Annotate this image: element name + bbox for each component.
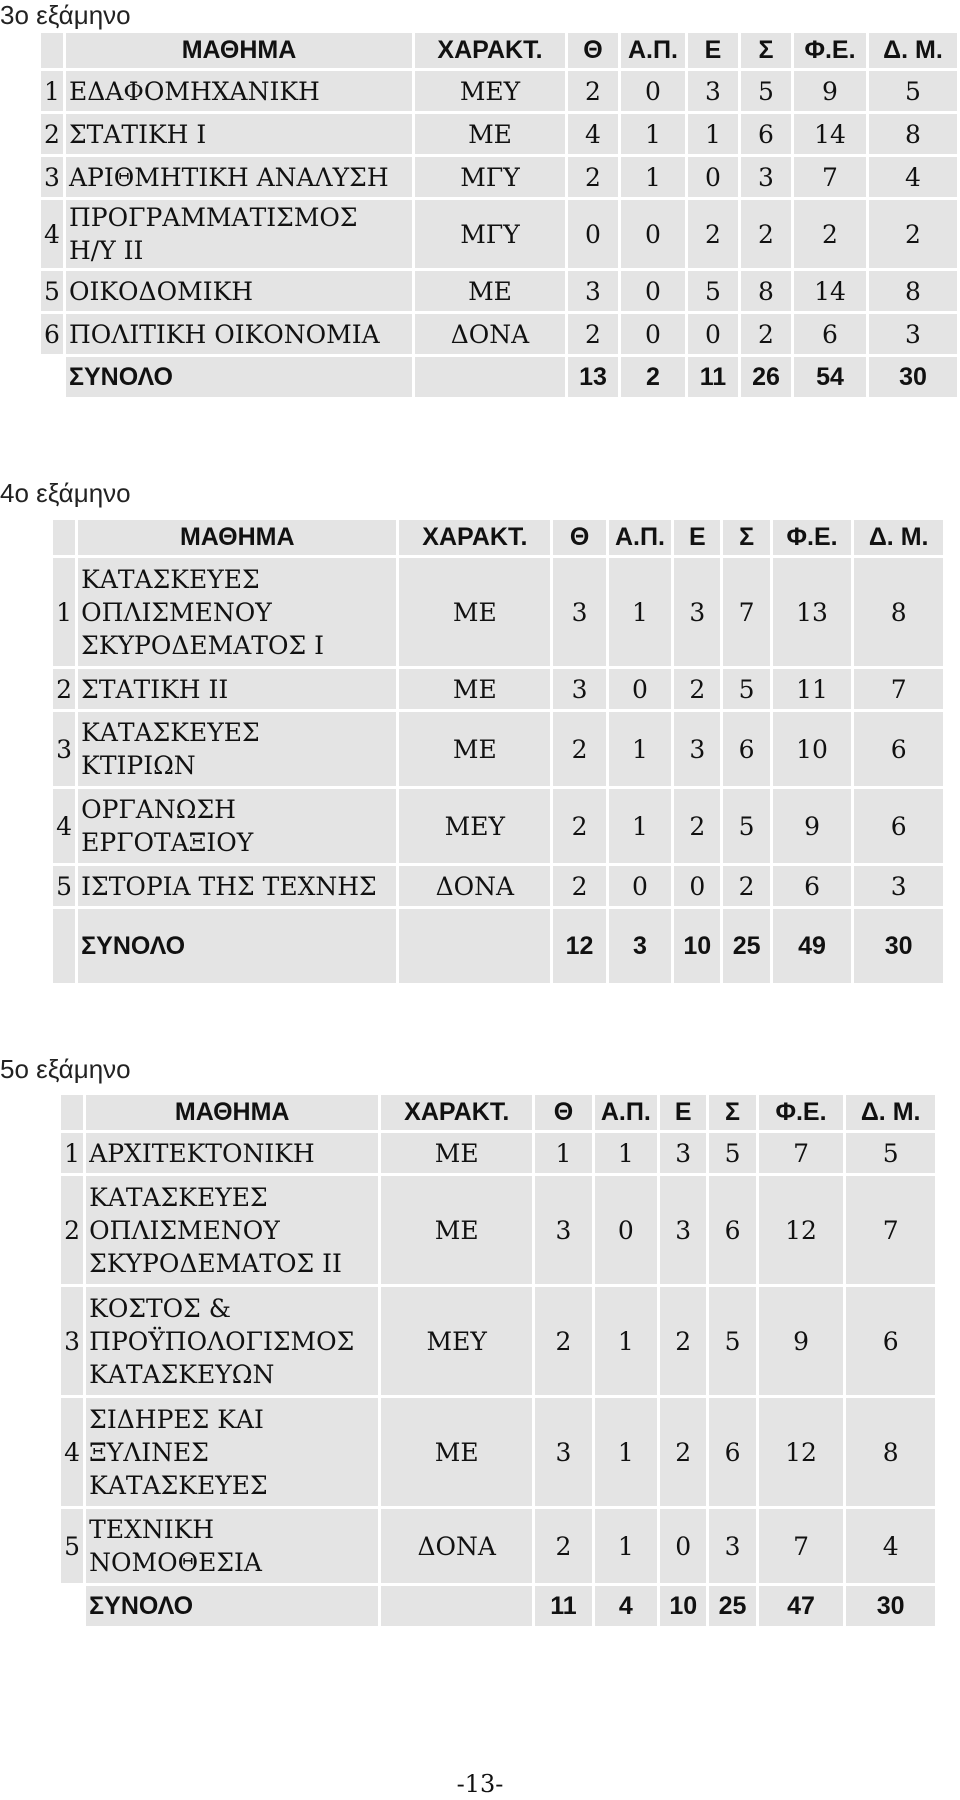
- row-index: 3: [41, 157, 63, 197]
- s-hours: 2: [723, 866, 769, 906]
- fe-value: 12: [759, 1176, 844, 1284]
- s-hours: 8: [741, 271, 791, 311]
- e-hours: 5: [688, 271, 738, 311]
- s-header: Σ: [741, 33, 791, 68]
- dm-value: 4: [846, 1509, 935, 1583]
- table-header-row: [41, 33, 957, 68]
- total-ap: 3: [609, 909, 671, 983]
- ap-hours: 0: [595, 1176, 657, 1284]
- course-type: ΔΟΝΑ: [399, 866, 550, 906]
- s-hours: 5: [709, 1133, 755, 1173]
- theory-hours: 3: [535, 1176, 591, 1284]
- total-fe: 47: [759, 1586, 844, 1626]
- row-index: 5: [61, 1509, 83, 1583]
- course-type: ΜΕΥ: [381, 1287, 532, 1395]
- table-row: [53, 558, 943, 666]
- dm-value: 3: [854, 866, 943, 906]
- theory-hours: 3: [535, 1398, 591, 1506]
- dm-value: 8: [854, 558, 943, 666]
- course-type: ΜΓΥ: [415, 157, 565, 197]
- e-hours: 2: [660, 1398, 706, 1506]
- course-name: ΚΑΤΑΣΚΕΥΕΣ ΚΤΙΡΙΩΝ: [78, 712, 396, 786]
- ap-hours: 1: [621, 157, 685, 197]
- table-header-row: [53, 520, 943, 555]
- course-header: ΜΑΘΗΜΑ: [78, 520, 396, 555]
- total-type: [415, 357, 565, 397]
- dm-value: 6: [854, 712, 943, 786]
- e-hours: 3: [674, 712, 720, 786]
- s-hours: 6: [709, 1398, 755, 1506]
- course-name: ΑΡΙΘΜΗΤΙΚΗ ΑΝΑΛΥΣΗ: [66, 157, 412, 197]
- total-label: ΣΥΝΟΛΟ: [66, 357, 412, 397]
- fe-value: 2: [794, 200, 866, 268]
- fe-value: 9: [794, 71, 866, 111]
- total-type: [399, 909, 550, 983]
- theory-hours: 1: [535, 1133, 591, 1173]
- total-row: [61, 1586, 935, 1626]
- course-name: ΚΟΣΤΟΣ & ΠΡΟΫΠΟΛΟΓΙΣΜΟΣ ΚΑΤΑΣΚΕΥΩΝ: [86, 1287, 378, 1395]
- dm-value: 3: [869, 314, 957, 354]
- e-hours: 3: [660, 1133, 706, 1173]
- course-name: ΠΟΛΙΤΙΚΗ ΟΙΚΟΝΟΜΙΑ: [66, 314, 412, 354]
- total-label: ΣΥΝΟΛΟ: [86, 1586, 378, 1626]
- total-ap: 4: [595, 1586, 657, 1626]
- semester-5-table: [58, 1092, 938, 1629]
- course-type: ΜΕ: [415, 271, 565, 311]
- total-dm: 30: [846, 1586, 935, 1626]
- ap-hours: 0: [621, 200, 685, 268]
- fe-header: Φ.Ε.: [759, 1095, 844, 1130]
- total-ap: 2: [621, 357, 685, 397]
- e-header: Ε: [660, 1095, 706, 1130]
- s-hours: 6: [723, 712, 769, 786]
- table-row: [41, 200, 957, 268]
- row-index: 1: [41, 71, 63, 111]
- dm-value: 2: [869, 200, 957, 268]
- course-type: ΜΕ: [399, 669, 550, 709]
- theory-hours: 3: [553, 669, 605, 709]
- fe-value: 13: [773, 558, 852, 666]
- s-hours: 3: [709, 1509, 755, 1583]
- s-hours: 5: [723, 669, 769, 709]
- ap-header: Α.Π.: [621, 33, 685, 68]
- type-header: ΧΑΡΑΚΤ.: [381, 1095, 532, 1130]
- fe-header: Φ.Ε.: [773, 520, 852, 555]
- course-type: ΜΕΥ: [415, 71, 565, 111]
- s-hours: 7: [723, 558, 769, 666]
- table-row: [53, 669, 943, 709]
- theory-header: Θ: [535, 1095, 591, 1130]
- dm-header: Δ. Μ.: [869, 33, 957, 68]
- table-row: [41, 71, 957, 111]
- row-index: 4: [61, 1398, 83, 1506]
- course-type: ΔΟΝΑ: [415, 314, 565, 354]
- table-row: [61, 1133, 935, 1173]
- dm-value: 7: [846, 1176, 935, 1284]
- ap-hours: 1: [609, 789, 671, 863]
- ap-hours: 1: [609, 712, 671, 786]
- e-hours: 3: [688, 71, 738, 111]
- total-row: [41, 357, 957, 397]
- total-index: [53, 909, 75, 983]
- ap-hours: 1: [595, 1133, 657, 1173]
- fe-header: Φ.Ε.: [794, 33, 866, 68]
- row-index: 1: [61, 1133, 83, 1173]
- total-index: [41, 357, 63, 397]
- total-fe: 54: [794, 357, 866, 397]
- type-header: ΧΑΡΑΚΤ.: [415, 33, 565, 68]
- s-hours: 5: [741, 71, 791, 111]
- total-index: [61, 1586, 83, 1626]
- s-hours: 3: [741, 157, 791, 197]
- course-name: ΣΙΔΗΡΕΣ ΚΑΙ ΞΥΛΙΝΕΣ ΚΑΤΑΣΚΕΥΕΣ: [86, 1398, 378, 1506]
- course-name: ΤΕΧΝΙΚΗ ΝΟΜΟΘΕΣΙΑ: [86, 1509, 378, 1583]
- table-row: [53, 712, 943, 786]
- course-header: ΜΑΘΗΜΑ: [86, 1095, 378, 1130]
- e-hours: 2: [688, 200, 738, 268]
- type-header: ΧΑΡΑΚΤ.: [399, 520, 550, 555]
- ap-hours: 1: [621, 114, 685, 154]
- course-type: ΜΕ: [381, 1133, 532, 1173]
- total-theory: 13: [568, 357, 618, 397]
- fe-value: 9: [759, 1287, 844, 1395]
- theory-hours: 2: [535, 1509, 591, 1583]
- row-index: 3: [53, 712, 75, 786]
- theory-hours: 2: [568, 314, 618, 354]
- total-s: 25: [709, 1586, 755, 1626]
- fe-value: 6: [794, 314, 866, 354]
- index-header: [61, 1095, 83, 1130]
- course-name: ΚΑΤΑΣΚΕΥΕΣ ΟΠΛΙΣΜΕΝΟΥ ΣΚΥΡΟΔΕΜΑΤΟΣ Ι: [78, 558, 396, 666]
- total-e: 11: [688, 357, 738, 397]
- course-type: ΜΕ: [381, 1398, 532, 1506]
- s-hours: 5: [723, 789, 769, 863]
- index-header: [41, 33, 63, 68]
- semester-3-heading: 3ο εξάμηνο: [0, 0, 131, 30]
- table-row: [61, 1398, 935, 1506]
- total-type: [381, 1586, 532, 1626]
- dm-value: 8: [869, 271, 957, 311]
- ap-hours: 1: [595, 1287, 657, 1395]
- fe-value: 7: [759, 1133, 844, 1173]
- total-s: 26: [741, 357, 791, 397]
- total-dm: 30: [869, 357, 957, 397]
- course-type: ΜΕ: [415, 114, 565, 154]
- total-theory: 12: [553, 909, 605, 983]
- course-name: ΟΙΚΟΔΟΜΙΚΗ: [66, 271, 412, 311]
- page-number: -13-: [456, 1770, 504, 1798]
- course-name: ΚΑΤΑΣΚΕΥΕΣ ΟΠΛΙΣΜΕΝΟΥ ΣΚΥΡΟΔΕΜΑΤΟΣ ΙΙ: [86, 1176, 378, 1284]
- e-hours: 0: [674, 866, 720, 906]
- theory-hours: 0: [568, 200, 618, 268]
- dm-value: 5: [869, 71, 957, 111]
- s-hours: 2: [741, 200, 791, 268]
- table-row: [53, 866, 943, 906]
- theory-hours: 2: [553, 866, 605, 906]
- s-hours: 6: [709, 1176, 755, 1284]
- dm-value: 7: [854, 669, 943, 709]
- fe-value: 9: [773, 789, 852, 863]
- table-row: [61, 1176, 935, 1284]
- e-hours: 0: [688, 314, 738, 354]
- ap-header: Α.Π.: [595, 1095, 657, 1130]
- table-row: [61, 1287, 935, 1395]
- e-hours: 2: [674, 789, 720, 863]
- theory-hours: 2: [553, 789, 605, 863]
- course-type: ΔΟΝΑ: [381, 1509, 532, 1583]
- e-hours: 0: [688, 157, 738, 197]
- total-row: [53, 909, 943, 983]
- row-index: 2: [41, 114, 63, 154]
- theory-header: Θ: [553, 520, 605, 555]
- s-hours: 5: [709, 1287, 755, 1395]
- ap-hours: 1: [595, 1398, 657, 1506]
- e-hours: 3: [674, 558, 720, 666]
- course-name: ΣΤΑΤΙΚΗ ΙΙ: [78, 669, 396, 709]
- row-index: 4: [53, 789, 75, 863]
- theory-hours: 4: [568, 114, 618, 154]
- index-header: [53, 520, 75, 555]
- semester-3-table: [38, 30, 960, 400]
- total-e: 10: [660, 1586, 706, 1626]
- total-theory: 11: [535, 1586, 591, 1626]
- fe-value: 14: [794, 271, 866, 311]
- course-name: ΕΔΑΦΟΜΗΧΑΝΙΚΗ: [66, 71, 412, 111]
- row-index: 3: [61, 1287, 83, 1395]
- semester-5-heading: 5ο εξάμηνο: [0, 1054, 131, 1084]
- course-type: ΜΕ: [381, 1176, 532, 1284]
- dm-value: 6: [854, 789, 943, 863]
- fe-value: 6: [773, 866, 852, 906]
- course-type: ΜΕ: [399, 712, 550, 786]
- theory-hours: 3: [568, 271, 618, 311]
- table-row: [41, 314, 957, 354]
- course-type: ΜΕΥ: [399, 789, 550, 863]
- fe-value: 7: [794, 157, 866, 197]
- dm-header: Δ. Μ.: [854, 520, 943, 555]
- row-index: 5: [41, 271, 63, 311]
- table-row: [61, 1509, 935, 1583]
- course-type: ΜΕ: [399, 558, 550, 666]
- course-name: ΑΡΧΙΤΕΚΤΟΝΙΚΗ: [86, 1133, 378, 1173]
- s-header: Σ: [723, 520, 769, 555]
- total-e: 10: [674, 909, 720, 983]
- e-header: Ε: [674, 520, 720, 555]
- fe-value: 12: [759, 1398, 844, 1506]
- row-index: 5: [53, 866, 75, 906]
- row-index: 2: [61, 1176, 83, 1284]
- theory-hours: 2: [568, 71, 618, 111]
- dm-value: 6: [846, 1287, 935, 1395]
- e-hours: 2: [674, 669, 720, 709]
- ap-header: Α.Π.: [609, 520, 671, 555]
- e-hours: 0: [660, 1509, 706, 1583]
- table-header-row: [61, 1095, 935, 1130]
- e-hours: 3: [660, 1176, 706, 1284]
- theory-hours: 2: [568, 157, 618, 197]
- s-hours: 2: [741, 314, 791, 354]
- table-row: [41, 157, 957, 197]
- table-row: [53, 789, 943, 863]
- ap-hours: 0: [621, 271, 685, 311]
- semester-4-heading: 4ο εξάμηνο: [0, 478, 131, 508]
- ap-hours: 0: [609, 866, 671, 906]
- ap-hours: 0: [621, 71, 685, 111]
- total-label: ΣΥΝΟΛΟ: [78, 909, 396, 983]
- fe-value: 14: [794, 114, 866, 154]
- ap-hours: 0: [609, 669, 671, 709]
- course-name: ΣΤΑΤΙΚΗ Ι: [66, 114, 412, 154]
- s-header: Σ: [709, 1095, 755, 1130]
- table-row: [41, 114, 957, 154]
- semester-4-table: [50, 517, 946, 986]
- total-fe: 49: [773, 909, 852, 983]
- course-type: ΜΓΥ: [415, 200, 565, 268]
- row-index: 2: [53, 669, 75, 709]
- dm-value: 8: [846, 1398, 935, 1506]
- course-header: ΜΑΘΗΜΑ: [66, 33, 412, 68]
- theory-hours: 2: [553, 712, 605, 786]
- row-index: 4: [41, 200, 63, 268]
- fe-value: 7: [759, 1509, 844, 1583]
- dm-header: Δ. Μ.: [846, 1095, 935, 1130]
- ap-hours: 1: [609, 558, 671, 666]
- e-hours: 1: [688, 114, 738, 154]
- theory-hours: 2: [535, 1287, 591, 1395]
- course-name: ΟΡΓΑΝΩΣΗ ΕΡΓΟΤΑΞΙΟΥ: [78, 789, 396, 863]
- table-row: [41, 271, 957, 311]
- dm-value: 8: [869, 114, 957, 154]
- ap-hours: 1: [595, 1509, 657, 1583]
- total-s: 25: [723, 909, 769, 983]
- dm-value: 4: [869, 157, 957, 197]
- fe-value: 10: [773, 712, 852, 786]
- fe-value: 11: [773, 669, 852, 709]
- theory-hours: 3: [553, 558, 605, 666]
- total-dm: 30: [854, 909, 943, 983]
- ap-hours: 0: [621, 314, 685, 354]
- e-header: Ε: [688, 33, 738, 68]
- dm-value: 5: [846, 1133, 935, 1173]
- s-hours: 6: [741, 114, 791, 154]
- row-index: 1: [53, 558, 75, 666]
- theory-header: Θ: [568, 33, 618, 68]
- row-index: 6: [41, 314, 63, 354]
- course-name: ΙΣΤΟΡΙΑ ΤΗΣ ΤΕΧΝΗΣ: [78, 866, 396, 906]
- e-hours: 2: [660, 1287, 706, 1395]
- course-name: ΠΡΟΓΡΑΜΜΑΤΙΣΜΟΣ Η/Υ ΙΙ: [66, 200, 412, 268]
